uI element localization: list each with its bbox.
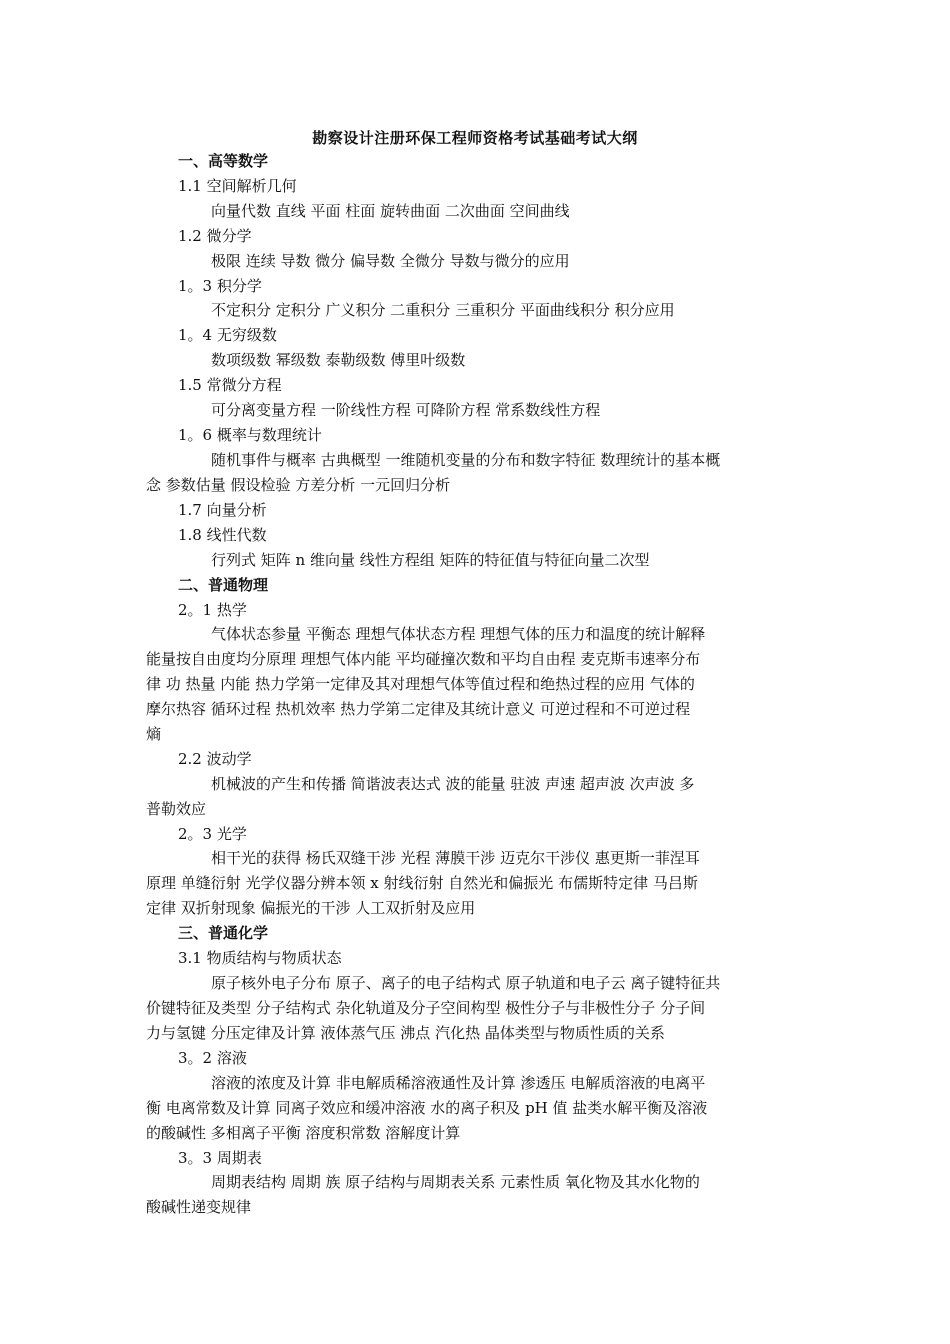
topic-list-continued: 能量按自由度均分原理 理想气体内能 平均碰撞次数和平均自由程 麦克斯韦速率分布 [146, 650, 701, 668]
subsection-heading: 1.7 向量分析 [178, 501, 267, 519]
subsection-heading: 2.2 波动学 [178, 750, 252, 768]
section-heading-math: 一、高等数学 [178, 152, 269, 170]
subsection-heading: 1。6 概率与数理统计 [178, 426, 322, 444]
topic-list-continued: 熵 [146, 725, 162, 743]
topic-list-continued: 原理 单缝衍射 光学仪器分辨本领 x 射线衍射 自然光和偏振光 布儒斯特定律 马吕斯 [146, 874, 698, 892]
subsection-heading: 3。2 溶液 [178, 1049, 247, 1067]
topic-list: 溶液的浓度及计算 非电解质稀溶液通性及计算 渗透压 电解质溶液的电离平 [211, 1074, 706, 1092]
document-title: 勘察设计注册环保工程师资格考试基础考试大纲 [312, 129, 638, 147]
topic-list: 数项级数 幂级数 泰勒级数 傅里叶级数 [211, 351, 466, 369]
subsection-heading: 1.8 线性代数 [178, 526, 267, 544]
topic-list-continued: 摩尔热容 循环过程 热机效率 热力学第二定律及其统计意义 可逆过程和不可逆过程 [146, 700, 691, 718]
section-heading-physics: 二、普通物理 [178, 576, 269, 594]
subsection-heading: 2。1 热学 [178, 601, 247, 619]
section-heading-chemistry: 三、普通化学 [178, 924, 269, 942]
subsection-heading: 1。3 积分学 [178, 277, 262, 295]
topic-list-continued: 普勒效应 [146, 800, 207, 818]
topic-list: 向量代数 直线 平面 柱面 旋转曲面 二次曲面 空间曲线 [211, 202, 570, 220]
subsection-heading: 1。4 无穷级数 [178, 326, 277, 344]
topic-list-continued: 定律 双折射现象 偏振光的干涉 人工双折射及应用 [146, 899, 476, 917]
topic-list-continued: 价键特征及类型 分子结构式 杂化轨道及分子空间构型 极性分子与非极性分子 分子间 [146, 999, 706, 1017]
subsection-heading: 1.1 空间解析几何 [178, 177, 297, 195]
topic-list: 机械波的产生和传播 简谐波表达式 波的能量 驻波 声速 超声波 次声波 多 [211, 775, 695, 793]
topic-list: 不定积分 定积分 广义积分 二重积分 三重积分 平面曲线积分 积分应用 [211, 301, 675, 319]
subsection-heading: 1.5 常微分方程 [178, 376, 282, 394]
topic-list: 可分离变量方程 一阶线性方程 可降阶方程 常系数线性方程 [211, 401, 601, 419]
topic-list: 原子核外电子分布 原子、离子的电子结构式 原子轨道和电子云 离子键特征共 [211, 974, 721, 992]
subsection-heading: 3。3 周期表 [178, 1149, 262, 1167]
topic-list: 周期表结构 周期 族 原子结构与周期表关系 元素性质 氧化物及其水化物的 [211, 1173, 700, 1191]
topic-list-continued: 衡 电离常数及计算 同离子效应和缓冲溶液 水的离子积及 pH 值 盐类水解平衡及溶液 [146, 1099, 708, 1117]
subsection-heading: 1.2 微分学 [178, 227, 252, 245]
topic-list-continued: 酸碱性递变规律 [146, 1198, 252, 1216]
subsection-heading: 3.1 物质结构与物质状态 [178, 949, 342, 967]
topic-list: 相干光的获得 杨氏双缝干涉 光程 薄膜干涉 迈克尔干涉仪 惠更斯一菲涅耳 [211, 849, 700, 867]
topic-list: 行列式 矩阵 n 维向量 线性方程组 矩阵的特征值与特征向量二次型 [211, 551, 650, 569]
topic-list: 极限 连续 导数 微分 偏导数 全微分 导数与微分的应用 [211, 252, 570, 270]
topic-list-continued: 律 功 热量 内能 热力学第一定律及其对理想气体等值过程和绝热过程的应用 气体的 [146, 675, 695, 693]
topic-list: 随机事件与概率 古典概型 一维随机变量的分布和数字特征 数理统计的基本概 [211, 451, 721, 469]
topic-list-continued: 念 参数估量 假设检验 方差分析 一元回归分析 [146, 476, 451, 494]
topic-list-continued: 力与氢键 分压定律及计算 液体蒸气压 沸点 汽化热 晶体类型与物质性质的关系 [146, 1024, 665, 1042]
subsection-heading: 2。3 光学 [178, 825, 247, 843]
topic-list-continued: 的酸碱性 多相离子平衡 溶度积常数 溶解度计算 [146, 1124, 461, 1142]
topic-list: 气体状态参量 平衡态 理想气体状态方程 理想气体的压力和温度的统计解释 [211, 625, 706, 643]
